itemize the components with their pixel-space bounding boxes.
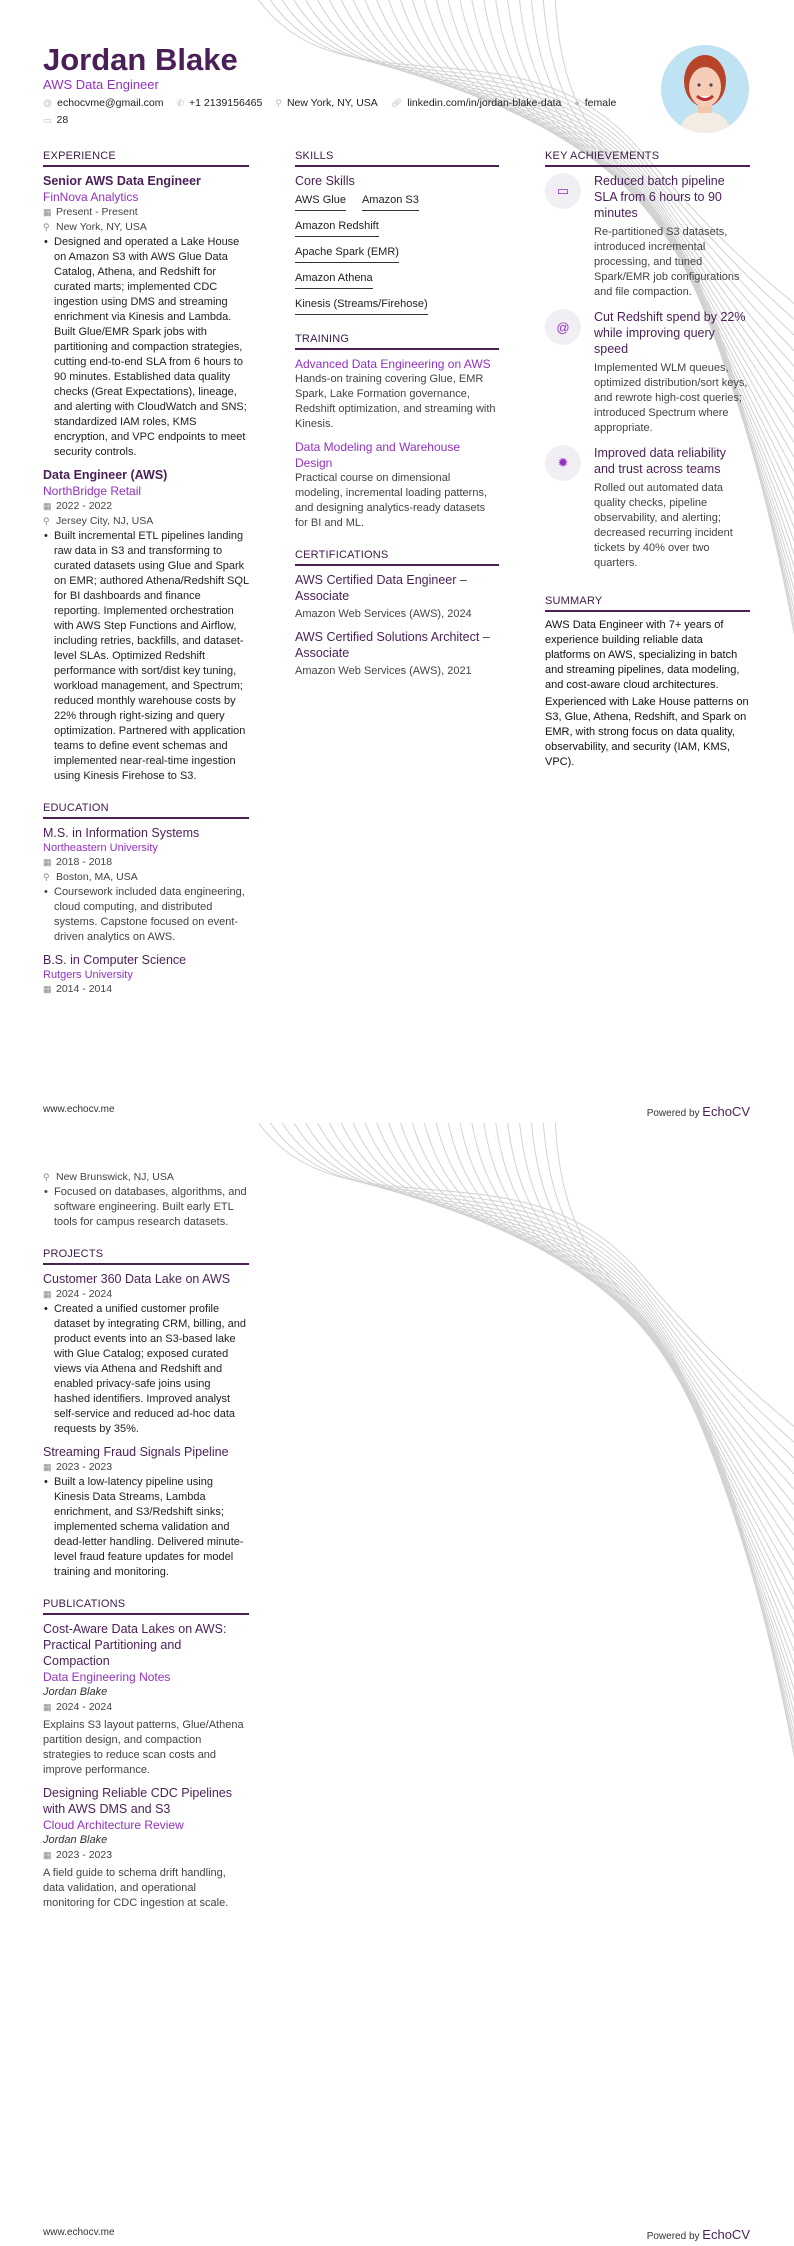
project-title: Customer 360 Data Lake on AWS xyxy=(43,1272,231,1286)
summary-section xyxy=(545,595,750,770)
phone-icon: ✆ xyxy=(176,98,185,108)
publication-venue: Cloud Architecture Review xyxy=(43,1818,184,1832)
certification-title: AWS Certified Solutions Architect – Associate xyxy=(295,630,490,660)
wave-line xyxy=(387,1123,794,1651)
section-heading-achievements: KEY ACHIEVEMENTS xyxy=(545,150,750,167)
contact-email[interactable] xyxy=(43,97,164,109)
skill-chip: Amazon Redshift xyxy=(295,220,379,237)
section-heading-publications: PUBLICATIONS xyxy=(43,1598,249,1615)
link-icon: 🔗︎ xyxy=(390,98,403,108)
wave-line xyxy=(291,1123,794,1507)
gear-icon: ✹ xyxy=(545,445,581,481)
company-name: FinNova Analytics xyxy=(43,190,139,204)
training-entry xyxy=(295,439,499,531)
certifications-section xyxy=(295,549,499,679)
publication-entry xyxy=(43,1621,249,1778)
section-heading-experience: EXPERIENCE xyxy=(43,150,249,167)
publication-description: A field guide to schema drift handling, data validation, and operational monitoring for CDC ingestion at scale. xyxy=(43,1867,229,1909)
degree: B.S. in Computer Science xyxy=(43,953,187,967)
wave-line xyxy=(435,1123,794,1723)
achievement-item xyxy=(545,173,750,300)
training-description: Hands-on training covering Glue, EMR Spark, Lake Formation governance, Redshift optimization, and streaming with Kinesis. xyxy=(295,373,496,430)
job-dates: ▦ Present - Present xyxy=(43,206,138,218)
achievement-description: Implemented WLM queues, optimized distribution/sort keys, and rewrote high-cost queries; introduced Spectrum where appropriate. xyxy=(594,362,748,434)
school-name: Rutgers University xyxy=(43,969,133,981)
wave-line xyxy=(315,1123,794,1543)
wave-line xyxy=(255,1123,794,1453)
section-heading-projects: PROJECTS xyxy=(43,1248,249,1265)
publication-description: Explains S3 layout patterns, Glue/Athena partition design, and compaction strategies to reduce scan costs and improve performance. xyxy=(43,1719,244,1776)
wave-line xyxy=(495,1123,794,1813)
summary-paragraph: AWS Data Engineer with 7+ years of experience building reliable data platforms on AWS, specializing in batch and streaming pipelines, data modeling, and cost-aware cloud architectures. xyxy=(545,619,740,691)
degree: M.S. in Information Systems xyxy=(43,826,200,840)
wave-line xyxy=(555,1123,794,1903)
powered-by-text: Powered by xyxy=(646,2231,700,2242)
contact-linkedin[interactable] xyxy=(391,97,562,109)
skill-chip: AWS Glue xyxy=(295,194,346,211)
education-dates: ▦ 2014 - 2014 xyxy=(43,983,113,995)
publications-section xyxy=(43,1598,249,1911)
education-continued xyxy=(43,1170,249,1230)
calendar-icon: ▦ xyxy=(43,501,52,511)
education-bullet: • Focused on databases, algorithms, and software engineering. Built early ETL tools for campus research datasets. xyxy=(43,1185,249,1230)
contact-gender xyxy=(574,97,616,109)
calendar-icon: ▦ xyxy=(43,207,52,217)
achievement-title: Reduced batch pipeline SLA from 6 hours to 90 minutes xyxy=(594,174,725,220)
wave-line xyxy=(459,1123,794,1759)
brand-logo-text: EchoCV xyxy=(702,1104,750,1119)
section-heading-skills: SKILLS xyxy=(295,150,499,167)
project-bullet: • Built a low-latency pipeline using Kinesis Data Streams, Lambda enrichment, and S3/Redshift sinks; implemented schema validation and dead-letter handling. Delivered minute-level fraud feature updates for model training and monitoring. xyxy=(43,1475,249,1580)
wave-line xyxy=(543,1123,794,1885)
wave-line xyxy=(531,1123,794,1867)
calendar-icon: ▦ xyxy=(43,1462,52,1472)
location-pin-icon: ⚲ xyxy=(275,98,282,108)
education-dates: ▦ 2018 - 2018 xyxy=(43,856,113,868)
wave-line xyxy=(327,1123,794,1561)
contact-age xyxy=(43,114,653,126)
training-description: Practical course on dimensional modeling, incremental loading patterns, and designing analytics-ready datasets for BI and ML. xyxy=(295,472,488,529)
education-entry xyxy=(43,825,249,945)
job-role: Data Engineer (AWS) xyxy=(43,468,168,482)
certification-entry xyxy=(295,572,499,622)
training-entry xyxy=(295,356,499,432)
company-name: NorthBridge Retail xyxy=(43,484,142,498)
achievement-item xyxy=(545,309,750,436)
skill-chip: Apache Spark (EMR) xyxy=(295,246,399,263)
wave-line xyxy=(399,1123,794,1669)
left-column xyxy=(43,150,249,1015)
training-title: Data Modeling and Warehouse Design xyxy=(295,440,460,470)
wave-line xyxy=(447,1123,794,1741)
achievements-section xyxy=(545,150,750,571)
skills-section xyxy=(295,150,499,315)
location-pin-icon: ⚲ xyxy=(43,1172,50,1182)
skill-chip: Amazon S3 xyxy=(362,194,419,211)
publication-author: Jordan Blake xyxy=(43,1834,108,1846)
projects-section xyxy=(43,1248,249,1580)
achievement-description: Rolled out automated data quality checks, pipeline observability, and alerting; decreased recurring incident tickets by 40% over two quarters. xyxy=(594,482,733,569)
footer-website[interactable]: www.echocv.me xyxy=(43,2227,115,2238)
wave-line xyxy=(363,1123,794,1615)
skill-chip: Kinesis (Streams/Firehose) xyxy=(295,298,428,315)
location-pin-icon: ⚲ xyxy=(43,516,50,526)
wave-line xyxy=(507,1123,794,1831)
contact-info xyxy=(43,97,653,126)
achievement-title: Improved data reliability and trust across teams xyxy=(594,446,727,476)
job-location: ⚲ Jersey City, NJ, USA xyxy=(43,515,154,527)
section-heading-summary: SUMMARY xyxy=(545,595,750,612)
candidate-title: AWS Data Engineer xyxy=(43,77,159,92)
calendar-icon: ▦ xyxy=(43,1850,52,1860)
calendar-icon: ▦ xyxy=(43,857,52,867)
achievement-item xyxy=(545,445,750,571)
job-location: ⚲ New York, NY, USA xyxy=(43,221,147,233)
right-column xyxy=(545,150,750,788)
certification-title: AWS Certified Data Engineer – Associate xyxy=(295,573,467,603)
age-text: 28 xyxy=(56,114,69,126)
achievement-description: Re-partitioned S3 datasets, introduced incremental processing, and tuned Spark/EMR job configurations and file compaction. xyxy=(594,226,740,298)
project-entry xyxy=(43,1444,249,1580)
publication-dates: ▦ 2024 - 2024 xyxy=(43,1701,113,1713)
email-text: echocvme@gmail.com xyxy=(57,97,164,109)
wave-line xyxy=(279,1123,794,1489)
achievement-title: Cut Redshift spend by 22% while improving query speed xyxy=(594,310,746,356)
publication-dates: ▦ 2023 - 2023 xyxy=(43,1849,113,1861)
profile-photo xyxy=(661,45,749,133)
section-heading-education: EDUCATION xyxy=(43,802,249,819)
education-entry xyxy=(43,952,249,997)
project-dates: ▦ 2023 - 2023 xyxy=(43,1461,113,1473)
calendar-icon: ▭ xyxy=(43,115,52,125)
toggle-icon: ▭ xyxy=(545,173,581,209)
contact-location xyxy=(275,97,377,109)
education-bullet: • Coursework included data engineering, cloud computing, and distributed systems. Capstone focused on event-driven analytics on AWS. xyxy=(43,885,249,945)
at-icon: @ xyxy=(43,98,53,108)
phone-text: +1 2139156465 xyxy=(189,97,263,109)
location-pin-icon: ⚲ xyxy=(43,222,50,232)
certification-issuer: Amazon Web Services (AWS), 2021 xyxy=(295,665,472,677)
wave-line xyxy=(411,1123,794,1687)
skill-chip: Amazon Athena xyxy=(295,272,373,289)
publication-title: Cost-Aware Data Lakes on AWS: Practical Partitioning and Compaction xyxy=(43,1622,227,1668)
wave-line xyxy=(423,1123,794,1705)
education-location: ⚲ New Brunswick, NJ, USA xyxy=(43,1171,174,1183)
publication-title: Designing Reliable CDC Pipelines with AWS DMS and S3 xyxy=(43,1786,232,1816)
publication-entry xyxy=(43,1785,249,1911)
section-heading-training: TRAINING xyxy=(295,333,499,350)
wave-line xyxy=(483,1123,794,1795)
calendar-icon: ▦ xyxy=(43,1702,52,1712)
job-role: Senior AWS Data Engineer xyxy=(43,174,201,188)
publication-author: Jordan Blake xyxy=(43,1686,108,1698)
skill-list xyxy=(295,191,499,315)
location-pin-icon: ⚲ xyxy=(43,872,50,882)
candidate-name: Jordan Blake xyxy=(43,42,238,77)
project-bullet: • Created a unified customer profile dataset by integrating CRM, billing, and product events into an S3-based lake with Glue Catalog; exposed curated views via Athena and Redshift and enabled privacy-safe joins using hashed identifiers. Improved analyst self-service and reduced ad-hoc data requests by 35%. xyxy=(43,1302,249,1437)
school-name: Northeastern University xyxy=(43,842,158,854)
footer-powered-by[interactable] xyxy=(647,2227,750,2242)
linkedin-text: linkedin.com/in/jordan-blake-data xyxy=(407,97,562,109)
calendar-icon: ▦ xyxy=(43,984,52,994)
wave-line xyxy=(267,1123,794,1471)
footer-powered-by[interactable] xyxy=(647,1104,750,1119)
wave-line xyxy=(339,1123,794,1579)
certification-entry xyxy=(295,629,499,679)
footer-website[interactable]: www.echocv.me xyxy=(43,1104,115,1115)
project-dates: ▦ 2024 - 2024 xyxy=(43,1288,113,1300)
brand-logo-text: EchoCV xyxy=(702,2227,750,2242)
wave-line xyxy=(519,1123,794,1849)
project-title: Streaming Fraud Signals Pipeline xyxy=(43,1445,229,1459)
person-icon: ● xyxy=(574,98,580,108)
contact-phone[interactable] xyxy=(177,97,263,109)
wave-line xyxy=(351,1123,794,1597)
experience-section xyxy=(43,150,249,784)
job-bullet: • Built incremental ETL pipelines landing raw data in S3 and transforming to curated datasets using Glue and Spark on EMR; authored Athena/Redshift SQL for BI dashboards and finance reporting. Implemented orchestration with AWS Step Functions and Airflow, including retries, backfills, and dataset-level SLAs. Optimized Redshift performance with sort/dist key tuning, workload management, and Spectrum; reduced monthly warehouse costs by 22% through right-sizing and query optimization. Partnered with application teams to define event schemas and implemented near-real-time ingestion using Kinesis Firehose to S3. xyxy=(43,529,249,784)
publication-venue: Data Engineering Notes xyxy=(43,1670,171,1684)
project-entry xyxy=(43,1271,249,1437)
summary-paragraph: Experienced with Lake House patterns on S3, Glue, Athena, Redshift, and Spark on EMR, with strong focus on data quality, observability, and security (IAM, KMS, VPC). xyxy=(545,696,749,768)
gender-text: female xyxy=(584,97,617,109)
wave-line xyxy=(471,1123,794,1777)
wave-line xyxy=(303,1123,794,1525)
middle-column xyxy=(295,150,499,697)
education-section xyxy=(43,802,249,997)
left-column xyxy=(43,1170,249,1929)
certification-issuer: Amazon Web Services (AWS), 2024 xyxy=(295,608,472,620)
training-title: Advanced Data Engineering on AWS xyxy=(295,357,491,371)
wave-line xyxy=(375,1123,794,1633)
experience-entry xyxy=(43,467,249,784)
section-heading-certifications: CERTIFICATIONS xyxy=(295,549,499,566)
skill-group-title: Core Skills xyxy=(295,174,355,188)
at-icon: @ xyxy=(545,309,581,345)
job-dates: ▦ 2022 - 2022 xyxy=(43,500,113,512)
training-section xyxy=(295,333,499,531)
powered-by-text: Powered by xyxy=(646,1108,700,1119)
experience-entry xyxy=(43,173,249,460)
job-bullet: • Designed and operated a Lake House on Amazon S3 with AWS Glue Data Catalog, Athena, and Redshift for curated marts; implemented CDC ingestion using DMS and streaming enrichment via Kinesis and Lambda. Built Glue/EMR Spark jobs with partitioning and compaction strategies, cutting end-to-end SLA from 6 hours to 90 minutes. Established data quality checks (Great Expectations), lineage, and alerting with CloudWatch and SNS; standardized IAM roles, KMS encryption, and VPC endpoints to meet security controls. xyxy=(43,235,249,460)
education-location: ⚲ Boston, MA, USA xyxy=(43,871,138,883)
location-text: New York, NY, USA xyxy=(286,97,378,109)
calendar-icon: ▦ xyxy=(43,1289,52,1299)
resume-page-2 xyxy=(0,1123,794,2246)
